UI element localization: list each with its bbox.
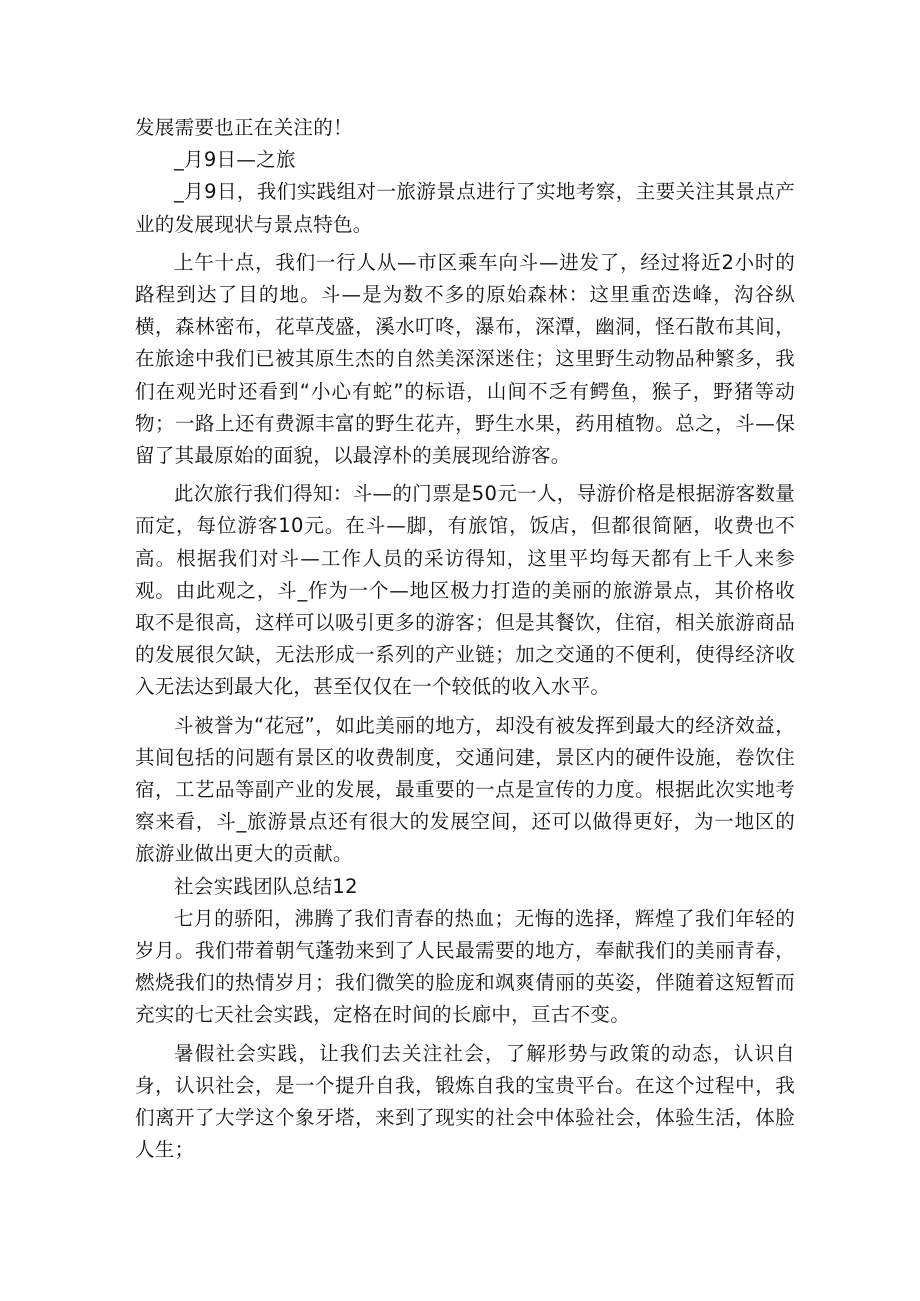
paragraph-summer-practice: 暑假社会实践，让我们去关注社会，了解形势与政策的动态，认识自身，认识社会，是一个提升自我，锻炼自我的宝贵平台。在这个过程中，我们离开了大学这个象牙塔，来到了现实的社会中体验社会，体验生活，体脸人生； <box>135 1041 795 1162</box>
paragraph-closing-line: 发展需要也正在关注的！ <box>135 116 353 139</box>
paragraph-july-sun: 七月的骄阳，沸腾了我们青春的热血；无悔的选择，辉煌了我们年轻的岁月。我们带着朝气蓬勃来到了人民最需要的地方，奉献我们的美丽青春，燃烧我们的热情岁月；我们微笑的脸庞和飒爽倩丽的英姿，伴随着这短暂而充实的七天社会实践，定格在时间的长廊中，亘古不变。 <box>135 906 795 1027</box>
paragraph-intro: _月9日，我们实践组对一旅游景点进行了实地考察，主要关注其景点产业的发展现状与景点特色。 <box>135 180 795 236</box>
paragraph-conclusion: 斗被誉为“花冠”，如此美丽的地方，却没有被发挥到最大的经济效益，其间包括的问题有景区的收费制度，交通问建，景区内的硬件设施，卷饮住宿，工艺品等副产业的发展，最重要的一点是宣传的力度。根据此次实地考察来看，斗_旅游景点还有很大的发展空间，还可以做得更好，为一地区的旅游业做出更大的贡献。 <box>135 713 795 866</box>
section-heading-team-summary: 社会实践团队总结12 <box>174 874 358 898</box>
paragraph-findings: 此次旅行我们得知：斗—的门票是50元一人，导游价格是根据游客数量而定，每位游客10元。在斗—脚，有旅馆，饭店，但都很简陋，收费也不高。根据我们对斗—工作人员的采访得知，这里平均每天都有上千人来参观。由此观之，斗_作为一个—地区极力打造的美丽的旅游景点，其价格收取不是很高，这样可以吸引更多的游客；但是其餐饮，住宿，相关旅游商品的发展很欠缺，无法形成一系列的产业链；加之交通的不便利，使得经济收入无法达到最大化，甚至仅仅在一个较低的收入水平。 <box>135 482 795 699</box>
section-heading-trip-date: _月9日—之旅 <box>174 148 296 172</box>
document-body <box>135 112 795 1167</box>
paragraph-journey: 上午十点，我们一行人从—市区乘车向斗—进发了，经过将近2小时的路程到达了目的地。斗—是为数不多的原始森林：这里重峦迭峰，沟谷纵横，森林密布，花草茂盛，溪水叮咚，瀑布，深潭，幽洞，怪石散布其间，在旅途中我们已被其原生杰的自然美深深迷住；这里野生动物品种繁多，我们在观光时还看到“小心有蛇”的标语，山间不乏有鳄鱼，猴子，野猪等动物；一路上还有费源丰富的野生花卉，野生水果，药用植物。总之，斗—保留了其最原始的面貌，以最淳朴的美展现给游客。 <box>135 250 795 468</box>
